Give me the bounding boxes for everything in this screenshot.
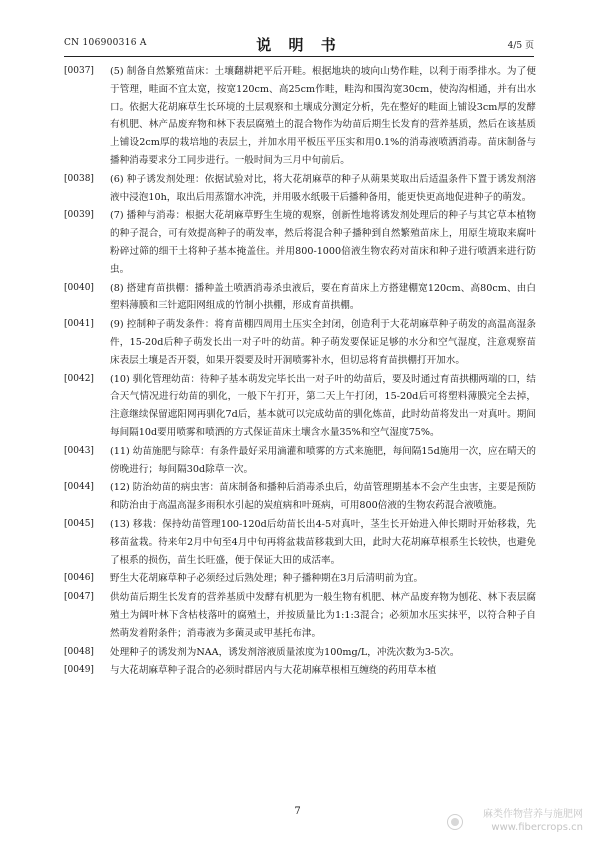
paragraph-number: [0049]: [64, 665, 94, 676]
page-header: [64, 34, 534, 54]
document-body: [64, 63, 536, 681]
paragraph-0038: [64, 171, 536, 207]
paragraph-number: [0047]: [64, 592, 94, 603]
paragraph-number: [0044]: [64, 482, 94, 493]
paragraph-number: [0042]: [64, 373, 94, 384]
paragraph-number: [0037]: [64, 66, 94, 76]
paragraph-text: (11) 幼苗施肥与除草：有条件最好采用滴灌和喷雾的方式来施肥，每间隔15d施用一次，应在晴天的傍晚进行；每间隔30d除草一次。: [110, 445, 536, 475]
paragraph-text: (6) 种子诱发剂处理：依据试验对比，将大花胡麻草的种子从蒴果荚取出后适温条件下置于诱发剂溶液中浸泡10h，取出后用蒸馏水冲洗，并用吸水纸吸干后播种备用，能更快更高地促进种子的萌发。: [110, 173, 536, 203]
paragraph-text: 与大花胡麻草种子混合的必须时群居内与大花胡麻草根相互缠绕的药用草本植: [110, 665, 437, 677]
header-divider: [64, 56, 534, 57]
paragraph-0037: [64, 63, 536, 170]
paragraph-number: [0038]: [64, 173, 94, 184]
paragraph-0049: [64, 662, 536, 680]
paragraph-text: (5) 制备自然繁殖苗床：土壤翻耕耙平后开畦。根据地块的坡向山势作畦，以利于雨季排水。为了便于管理，畦面不宜太宽，按宽120cm、高25cm作畦，畦沟和围沟宽30cm，使沟沟相通，并有出水口。依据大花胡麻草生长环境的土层观察和土壤成分测定分析，先在整好的畦面上铺设3cm厚的发酵有机肥、林产品废弃物和林下表层腐殖土的混合物作为幼苗后期生长发育的营养基质，然后在该基质上铺设2cm厚的栽培地的表层土，并加水用平板压平压实和用0.1%的消毒液喷洒消毒。苗床制备与播种消毒要求分工同步进行。一般时间为三月中旬前后。: [110, 66, 536, 166]
paragraph-0041: [64, 316, 536, 369]
paragraph-text: (7) 播种与消毒：根据大花胡麻草野生生境的观察，创新性地将诱发剂处理后的种子与其它草本植物的种子混合，可有效提高种子的萌发率，然后将混合种子播种到自然繁殖苗床上，用原生境取来腐叶粉碎过筛的细干土将种子基本掩盖住。并用800-1000倍液生物农药对苗床和种子进行喷洒来进行防虫。: [110, 210, 536, 275]
paragraph-number: [0045]: [64, 518, 94, 529]
watermark: [483, 808, 583, 834]
paragraph-number: [0048]: [64, 646, 94, 657]
paragraph-number: [0040]: [64, 282, 94, 293]
patent-number: CN 106900316 A: [64, 38, 147, 48]
paragraph-text: (9) 控制种子萌发条件：将育苗棚四周用土压实全封闭，创造利于大花胡麻草种子萌发的高温高湿条件，15-20d后种子萌发长出一对子叶的幼苗。种子萌发要保证足够的水分和空气湿度，注意观察苗床表层土壤是否开裂，如果开裂要及时开洞喷雾补水，但切忌将育苗拱棚打开加水。: [110, 319, 536, 366]
paragraph-0048: [64, 644, 536, 662]
paragraph-text: 供幼苗后期生长发育的营养基质中发酵有机肥为一般生物有机肥、林产品废弃物为刨花、林下表层腐殖土为阔叶林下含枯枝落叶的腐殖土，并按质量比为1:1:3混合；必须加水压实抹平，以符合种子自然萌发着附条件；消毒液为多菌灵或甲基托布津。: [110, 592, 536, 639]
paragraph-0042: [64, 371, 536, 442]
paragraph-number: [0039]: [64, 210, 94, 221]
paragraph-number: [0046]: [64, 573, 94, 584]
paragraph-0043: [64, 443, 536, 479]
page-number: 7: [294, 806, 301, 817]
paragraph-0047: [64, 589, 536, 642]
paragraph-0040: [64, 280, 536, 316]
paragraph-0046: [64, 570, 536, 588]
page-ratio: 4/5 页: [507, 41, 534, 51]
paragraph-0045: [64, 516, 536, 569]
paragraph-number: [0043]: [64, 445, 94, 456]
document-title: 说 明 书: [256, 36, 342, 54]
paragraph-0039: [64, 207, 536, 278]
paragraph-number: [0041]: [64, 319, 94, 330]
paragraph-text: (12) 防治幼苗的病虫害：苗床制备和播种后消毒杀虫后，幼苗管理期基本不会产生虫害，主要是预防和防治由于高温高湿多雨积水引起的炭疽病和叶斑病，可用800倍液的生物农药混合液喷施。: [110, 482, 536, 512]
watermark-site-name: 麻类作物营养与施肥网: [483, 809, 583, 820]
paragraph-text: (10) 驯化管理幼苗：待种子基本萌发完毕长出一对子叶的幼苗后，要及时通过育苗拱棚两端的口，结合天气情况进行幼苗的驯化，一般下午打开，第二天上午打闭，15-20d后可将塑料薄膜完全去掉，注意继续保留遮阳网再驯化7d后，基本就可以完成幼苗的驯化炼苗，此时幼苗将发出一对真叶。期间每间隔10d要用喷雾和喷洒的方式保证苗床土壤含水量35%和空气湿度75%。: [110, 373, 536, 438]
paragraph-text: (13) 移栽：保持幼苗管理100-120d后幼苗长出4-5对真叶，茎生长开始进入伸长期时开始移栽，先移苗盆栽。待来年2月中旬至4月中旬再将盆栽苗移栽到大田，此时大花胡麻草根系生长较快，也避免了根系的损伤，苗生长旺盛，便于保证大田的成活率。: [110, 518, 536, 566]
watermark-url: www.fibercrops.cn: [491, 822, 583, 833]
paragraph-text: 处理种子的诱发剂为NAA，诱发剂溶液质量浓度为100mg/L，冲洗次数为3-5次。: [110, 646, 460, 658]
watermark-logo-icon: [447, 814, 463, 830]
paragraph-text: (8) 搭建育苗拱棚：播种盖土喷洒消毒杀虫液后，要在育苗床上方搭建棚宽120cm、高80cm、由白塑料薄膜和三针遮阳网组成的竹制小拱棚，形成育苗拱棚。: [110, 282, 536, 312]
paragraph-0044: [64, 479, 536, 515]
paragraph-text: 野生大花胡麻草种子必须经过后熟处理；种子播种期在3月后清明前为宜。: [110, 573, 424, 585]
